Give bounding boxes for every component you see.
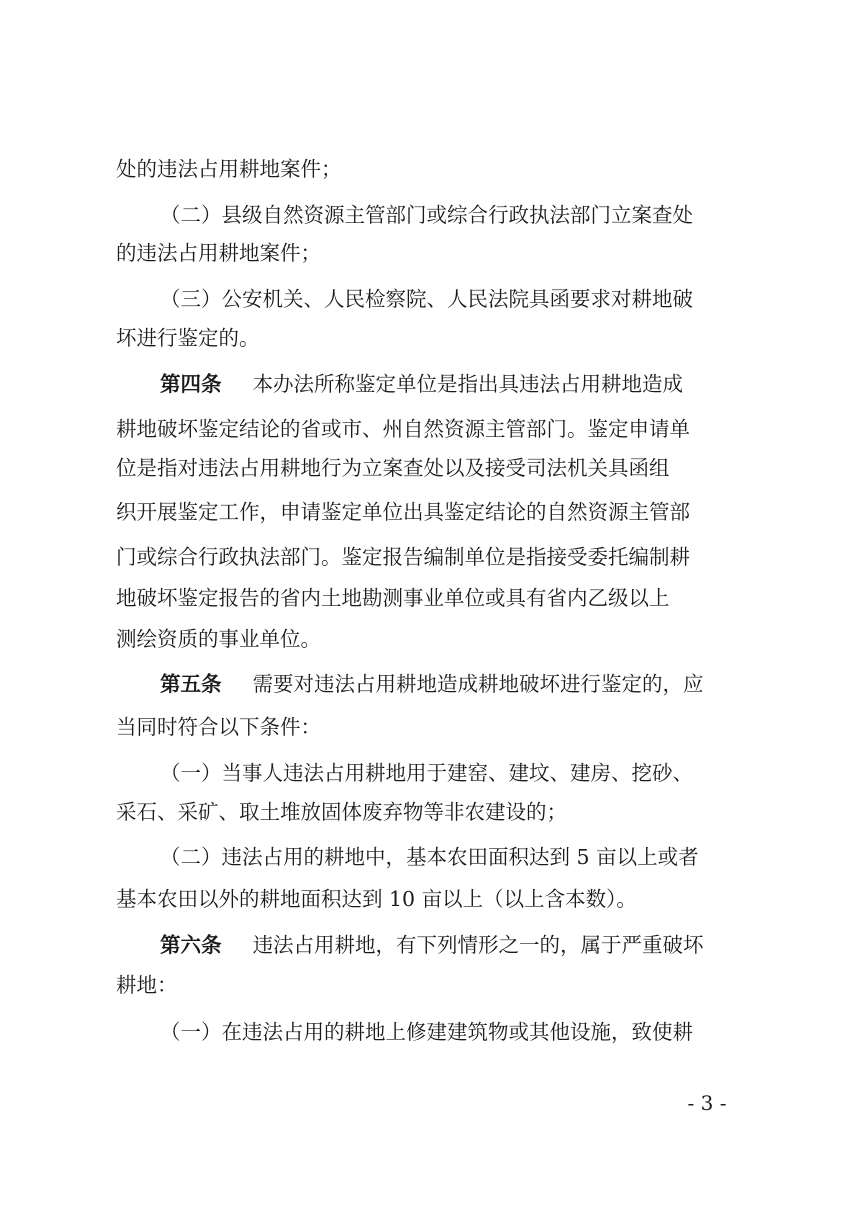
line-text: （二）违法占用的耕地中，基本农田面积达到 5 亩以上或者 <box>160 845 699 869</box>
line-text: 坏进行鉴定的。 <box>116 326 260 350</box>
line-text: 采石、采矿、取土堆放固体废弃物等非农建设的； <box>116 800 567 824</box>
line-text: 织开展鉴定工作，申请鉴定单位出具鉴定结论的自然资源主管部 <box>116 500 690 524</box>
text-line-3 <box>116 238 756 268</box>
line-text: 测绘资质的事业单位。 <box>116 627 321 651</box>
line-text: 本办法所称鉴定单位是指出具违法占用耕地造成 <box>252 372 684 396</box>
text-line-15 <box>160 758 756 788</box>
article-5-heading-line <box>160 669 756 699</box>
line-text: （一）在违法占用的耕地上修建建筑物或其他设施，致使耕 <box>160 1020 693 1044</box>
text-line-11 <box>116 583 756 613</box>
line-text: （一）当事人违法占用耕地用于建窑、建坟、建房、挖砂、 <box>160 761 693 785</box>
article-label: 第四条 <box>160 372 222 396</box>
line-text: （二）县级自然资源主管部门或综合行政执法部门立案查处 <box>160 203 693 227</box>
text-line-2 <box>160 200 756 230</box>
text-line-5 <box>116 323 756 353</box>
line-text: 当同时符合以下条件： <box>116 715 321 739</box>
text-line-16 <box>116 797 756 827</box>
article-4-heading-line <box>160 369 756 399</box>
text-line-8 <box>116 453 756 483</box>
text-line-9 <box>116 497 756 527</box>
line-text: 耕地破坏鉴定结论的省或市、州自然资源主管部门。鉴定申请单 <box>116 417 690 441</box>
line-text: 违法占用耕地，有下列情形之一的，属于严重破坏 <box>252 933 704 957</box>
article-label: 第六条 <box>160 933 222 957</box>
text-line-7 <box>116 414 756 444</box>
text-line-4 <box>160 284 756 314</box>
article-6-heading-line <box>160 930 756 960</box>
page-number: - 3 - <box>687 1091 727 1115</box>
text-line-14 <box>116 712 756 742</box>
text-line-21 <box>160 1017 756 1047</box>
text-line-17 <box>160 842 756 872</box>
line-text: 的违法占用耕地案件； <box>116 241 321 265</box>
article-label: 第五条 <box>160 672 222 696</box>
text-line-12 <box>116 624 756 654</box>
line-text: 地破坏鉴定报告的省内土地勘测事业单位或具有省内乙级以上 <box>116 586 670 610</box>
line-text: 需要对违法占用耕地造成耕地破坏进行鉴定的，应 <box>252 672 704 696</box>
line-text: 位是指对违法占用耕地行为立案查处以及接受司法机关具函组 <box>116 456 670 480</box>
line-text: 处的违法占用耕地案件； <box>116 157 342 181</box>
text-line-18 <box>116 884 756 914</box>
text-line-1 <box>116 154 756 184</box>
text-line-20 <box>116 970 756 1000</box>
line-text: 耕地： <box>116 973 178 997</box>
line-text: （三）公安机关、人民检察院、人民法院具函要求对耕地破 <box>160 287 693 311</box>
line-text: 门或综合行政执法部门。鉴定报告编制单位是指接受委托编制耕 <box>116 545 690 569</box>
text-line-10 <box>116 542 756 572</box>
line-text: 基本农田以外的耕地面积达到 10 亩以上（以上含本数）。 <box>116 887 637 911</box>
